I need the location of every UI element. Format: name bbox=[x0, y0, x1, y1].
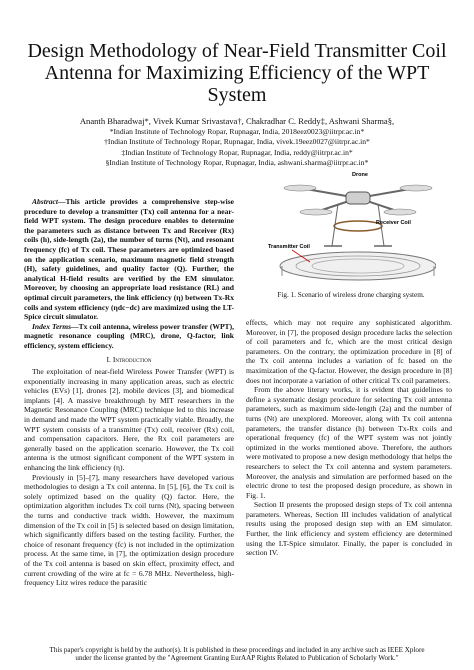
abstract-label: Abstract bbox=[32, 197, 58, 206]
intro-paragraph: Previously in [5]–[7], many researchers have developed various methodologies to design a Tx coil antenna. In [5], [6], the Tx coil is solely optimized based on the quality (Q) factor. Here, the optimization algorithm includes Tx coil turns (Nt), spacing between the turns and conductive track width. However, the maximum dimension of the Tx coil in [5] is selected based on design limitation, which significantly differs based on the testing facility. Further, the choice of resonant frequency (fc) is not included in the optimization process. At the same time, in [7], the optimization design procedure of the Tx coil antenna is based on skin effect, proximity effect, and current crowding of the wire at fc = 6.78 MHz. Nevertheless, high-frequency Litz wires reduce the parasitic bbox=[24, 472, 234, 588]
right-column bbox=[246, 318, 452, 558]
figure-label-drone: Drone bbox=[352, 172, 368, 178]
receiver-coil-shape bbox=[334, 221, 382, 231]
index-terms-label: Index Terms bbox=[32, 321, 72, 331]
left-column bbox=[24, 197, 234, 588]
figure-label-transmitter: Transmitter Coil bbox=[268, 244, 310, 250]
paper-title: Design Methodology of Near-Field Transmitter Coil Antenna for Maximizing Efficiency of the WPT System bbox=[27, 40, 447, 106]
affiliation-line: ‡Indian Institute of Technology Ropar, Rupnagar, India, reddy@iitrpr.ac.in* bbox=[121, 147, 353, 157]
footer-line: under the license granted by the "Agreement Granting EurAAP Rights Related to Publication of Scholarly Work." bbox=[75, 654, 399, 662]
intro-paragraph: From the above literary works, it is evident that guidelines to define a systematic design procedure for selecting Tx coil antenna parameters, such as maximum side-length (2a) and the number of turns (Nt) are unexplored. Moreover, along with Tx coil antenna parameters, the transfer distance (h) between Tx-Rx coils and operational frequency (fc) of the WPT system was not jointly optimized in the works mentioned above. Therefore, the authors were motivated to propose a new design methodology that helps the researchers to select the Tx coil antenna and system parameters. Moreover, the analysis and simulation are performed based on the electric drone to test the proposed design procedure, as shown in Fig. 1. bbox=[246, 385, 452, 500]
intro-paragraph: The exploitation of near-field Wireless Power Transfer (WPT) is exponentially increasing in many application areas, such as electric vehicles (EVs) [1], drones [2], mobile devices [3], and biomedical implants [4]. A massive breakthrough by MIT researchers in the Magnetic Resonance Coupling (MRC) technique led to this increase in demand and made the WPT system practically viable. Broadly, the WPT system consists of a transmitter (Tx) coil, receiver (Rx) coil, and compensation capacitors. Here, the Rx coil parameters are generally based on the application scenario. However, the Tx coil antenna is the utmost significant component of the WPT system in enhancing the link efficiency (η). bbox=[24, 367, 234, 473]
affiliation-list bbox=[20, 127, 454, 168]
intro-paragraph: effects, which may not require any sophisticated algorithm. Moreover, in [7], the proposed design procedure lacks the selection of coil parameters and fc, which are the most critical design parameters. On the contrary, the optimization procedure in [8] of the Tx coil antenna includes a variation of fc based on the maximization of the Q-factor. However, the design procedure in [8] does not incorporate a variation of other critical Tx coil parameters. bbox=[246, 318, 452, 385]
figure-drone-charging bbox=[266, 168, 436, 286]
abstract bbox=[24, 197, 234, 322]
section-heading: I. Introduction bbox=[106, 354, 152, 364]
footer-line: This paper's copyright is held by the author(s). It is published in these proceedings and included in any archive such as IEEE Xplore bbox=[49, 646, 425, 654]
index-terms bbox=[24, 322, 234, 351]
affiliation-line: †Indian Institute of Technology Ropar, Rupnagar, India, vivek.19eez0027@iitrpr.ac.in* bbox=[104, 137, 370, 147]
copyright-footer bbox=[0, 646, 474, 662]
figure-label-receiver: Receiver Coil bbox=[376, 220, 411, 226]
figure-caption: Fig. 1. Scenario of wireless drone charging system. bbox=[277, 291, 425, 299]
intro-paragraph: Section II presents the proposed design steps of Tx coil antenna parameters. Whereas, Section III includes validation of analytical results using the proposed design step with an EM simulator. Further, the link efficiency and system efficiency are determined using the LT-Spice simulator. Finally, the paper is concluded in section IV. bbox=[246, 500, 452, 558]
index-terms-text: —Tx coil antenna, wireless power transfer (WPT), magnetic resonance coupling (MRC), drone, Q-factor, link efficiency, system efficiency. bbox=[24, 321, 234, 350]
affiliation-line: *Indian Institute of Technology Ropar, Rupnagar, India, 2018eez0023@iitrpr.ac.in* bbox=[109, 127, 365, 136]
drone-body-shape bbox=[346, 192, 370, 204]
author-list: Ananth Bharadwaj*, Vivek Kumar Srivastava†, Chakradhar C. Reddy‡, Ashwani Sharma§, bbox=[79, 116, 395, 126]
abstract-text: —This article provides a comprehensive step-wise procedure to develop a transmitter (Tx) coil antenna for a near-field WPT system. The design procedure enables to determine the parameters such as distance between Tx and Receiver (Rx) coils (h), side-length (2a), the number of turns (Nt), and resonant frequency (fc) of Tx coil. These parameters are optimized based on the application scenario, maximum magnetic field strength (H), safety guidelines, and quality factor (Q). Further, the analytical H-field results are verified by the EM simulator. Moreover, by choosing an appropriate load resistance (RL) and optimal circuit parameters, the link efficiency (η) between Tx-Rx coils and system efficiency (ηdc−dc) are maximized using the LT-Spice circuit simulator. bbox=[24, 197, 234, 322]
affiliation-line: §Indian Institute of Technology Ropar, Rupnagar, India, ashwani.sharma@iitrpr.ac.in* bbox=[105, 157, 369, 167]
